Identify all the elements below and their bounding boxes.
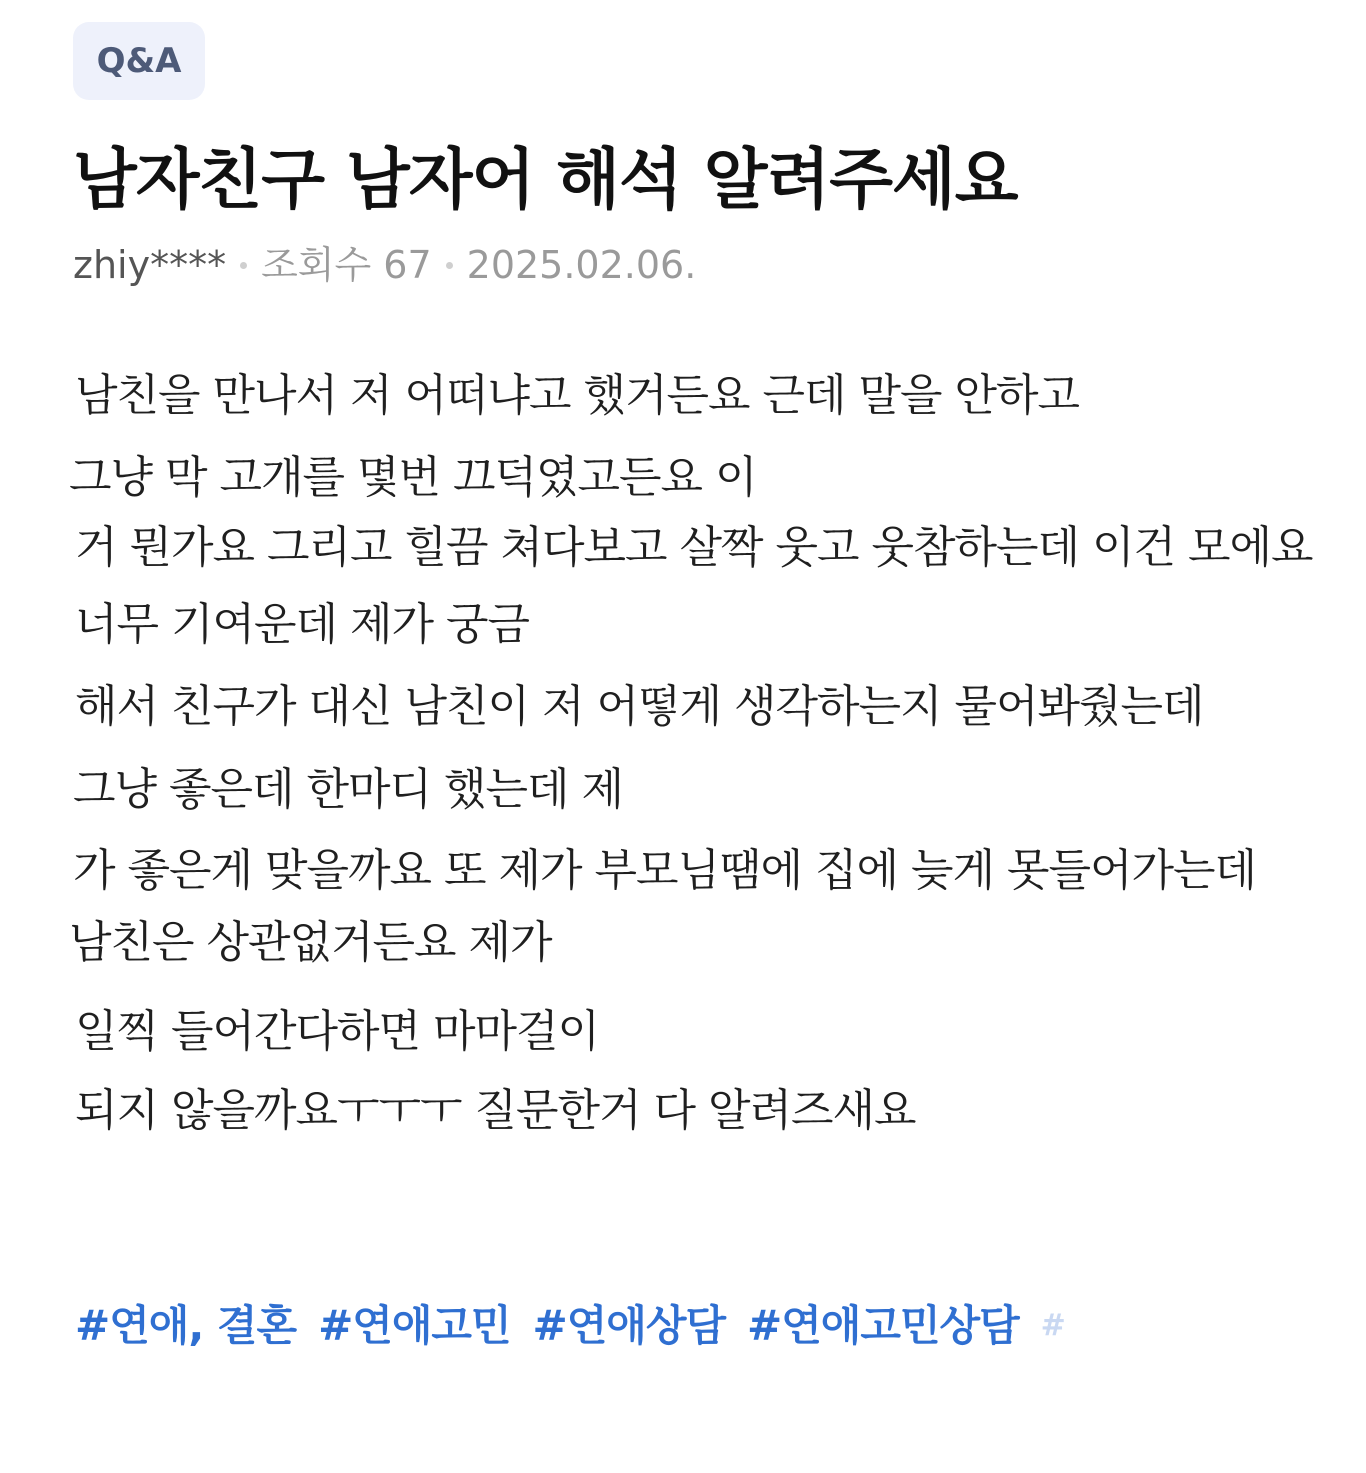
post-date: 2025.02.06. bbox=[466, 243, 697, 287]
body-line: 가 좋은게 맞을까요 또 제가 부모님땜에 집에 늦게 못들어가는데 bbox=[73, 845, 1256, 896]
body-line: 남친은 상관없거든요 제가 bbox=[69, 917, 552, 968]
body-line: 되지 않을까요ㅜㅜㅜ 질문한거 다 알려즈새요 bbox=[75, 1085, 916, 1136]
tag-link[interactable]: #연애고민상담 bbox=[747, 1301, 1019, 1350]
body-line: 그냥 좋은데 한마디 했는데 제 bbox=[73, 764, 623, 815]
post-meta bbox=[73, 240, 696, 290]
meta-separator bbox=[446, 262, 453, 269]
post-title: 남자친구 남자어 해석 알려주세요 bbox=[73, 141, 1018, 218]
tag-link[interactable]: #연애상담 bbox=[532, 1301, 726, 1350]
body-line: 해서 친구가 대신 남친이 저 어떻게 생각하는지 물어봐줬는데 bbox=[75, 681, 1204, 732]
tag-link[interactable]: #연애, 결혼 bbox=[75, 1301, 297, 1350]
meta-separator bbox=[240, 262, 247, 269]
tag-overflow[interactable]: # bbox=[1040, 1308, 1065, 1343]
body-line: 너무 기여운데 제가 궁금 bbox=[75, 599, 529, 650]
author-name[interactable]: zhiy**** bbox=[73, 243, 227, 287]
body-line: 그냥 막 고개를 몇번 끄덕였고든요 이 bbox=[69, 452, 757, 503]
tag-link[interactable]: #연애고민 bbox=[318, 1301, 511, 1350]
body-line: 거 뭔가요 그리고 힐끔 쳐다보고 살짝 웃고 웃참하는데 이건 모에요 bbox=[75, 522, 1313, 573]
view-count: 조회수 67 bbox=[261, 243, 432, 287]
tag-list bbox=[75, 1296, 1065, 1356]
body-line: 남친을 만나서 저 어떠냐고 했거든요 근데 말을 안하고 bbox=[75, 370, 1079, 421]
body-line: 일찍 들어간다하면 마마걸이 bbox=[75, 1006, 600, 1057]
qa-category-badge[interactable]: Q&A bbox=[73, 22, 205, 100]
